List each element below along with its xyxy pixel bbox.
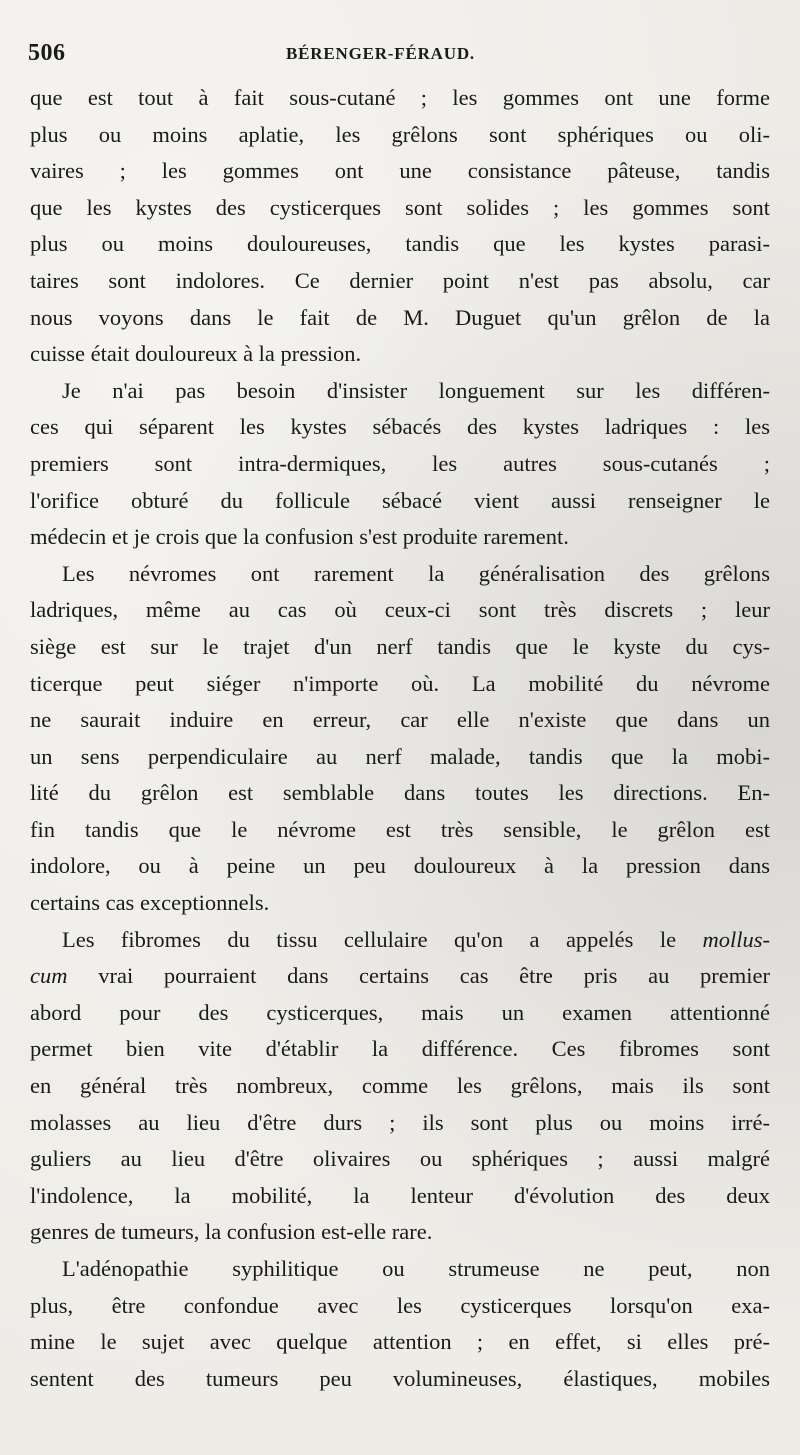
text-line: que est tout à fait sous-cutané ; les gommes ont une forme [30, 85, 770, 110]
italic-term: cum [30, 963, 68, 989]
text-line: l'orifice obturé du follicule sébacé vient aussi renseigner le [30, 487, 770, 513]
text-line: vaires ; les gommes ont une consistance pâteuse, tandis [30, 158, 770, 184]
text-line: plus ou moins aplatie, les grêlons sont sphériques ou oli- [30, 121, 770, 147]
text-line: plus, être confondue avec les cysticerques lorsqu'on exa- [30, 1292, 770, 1318]
running-head: BÉRENGER-FÉRAUD. [286, 44, 475, 63]
page-number: 506 [28, 40, 66, 66]
text-line: premiers sont intra-dermiques, les autres sous-cutanés ; [30, 450, 770, 476]
text-line: indolore, ou à peine un peu douloureux à la pression dans [30, 853, 770, 879]
text-line [30, 958, 770, 995]
text-line: ticerque peut siéger n'importe où. La mobilité du névrome [30, 670, 770, 696]
text-line: Je n'ai pas besoin d'insister longuement sur les différen- [62, 377, 770, 403]
page-header [28, 40, 770, 76]
paragraph-1 [30, 80, 770, 373]
text-line [30, 922, 770, 959]
paragraph-4 [30, 922, 770, 1251]
text-line: en général très nombreux, comme les grêlons, mais ils sont [30, 1073, 770, 1099]
text-line: siège est sur le trajet d'un nerf tandis que le kyste du cys- [30, 633, 770, 659]
text-line: cuisse était douloureux à la pression. [30, 341, 362, 367]
paragraph-5 [30, 1251, 770, 1397]
body-text [30, 80, 770, 1397]
text-line: ladriques, même au cas où ceux-ci sont très discrets ; leur [30, 597, 770, 623]
text-line: molasses au lieu d'être durs ; ils sont plus ou moins irré- [30, 1109, 770, 1135]
text-run: vrai pourraient dans certains cas être pris au premier [67, 963, 770, 989]
text-line: Les névromes ont rarement la généralisation des grêlons [62, 560, 770, 586]
text-line: guliers au lieu d'être olivaires ou sphériques ; aussi malgré [30, 1146, 770, 1172]
text-line: nous voyons dans le fait de M. Duguet qu'un grêlon de la [30, 304, 770, 330]
text-line: genres de tumeurs, la confusion est-elle rare. [30, 1219, 433, 1245]
text-line: médecin et je crois que la confusion s'est produite rarement. [30, 524, 569, 550]
text-line: permet bien vite d'établir la différence. Ces fibromes sont [30, 1036, 770, 1062]
text-line: L'adénopathie syphilitique ou strumeuse ne peut, non [62, 1256, 770, 1281]
text-line: sentent des tumeurs peu volumineuses, élastiques, mobiles [30, 1365, 770, 1391]
text-line: ces qui séparent les kystes sébacés des kystes ladriques : les [30, 414, 770, 440]
text-line: plus ou moins douloureuses, tandis que les kystes parasi- [30, 231, 770, 257]
text-line: fin tandis que le névrome est très sensible, le grêlon est [30, 816, 770, 842]
text-line: mine le sujet avec quelque attention ; en effet, si elles pré- [30, 1329, 770, 1355]
text-run: Les fibromes du tissu cellulaire qu'on a appelés le [62, 926, 703, 952]
text-line: abord pour des cysticerques, mais un examen attentionné [30, 999, 770, 1025]
text-line: taires sont indolores. Ce dernier point n'est pas absolu, car [30, 267, 770, 293]
paragraph-3 [30, 556, 770, 922]
text-line: un sens perpendiculaire au nerf malade, tandis que la mobi- [30, 743, 770, 769]
text-line: certains cas exceptionnels. [30, 890, 270, 916]
text-line: l'indolence, la mobilité, la lenteur d'évolution des deux [30, 1182, 770, 1208]
italic-term: mollus- [702, 926, 770, 952]
text-line: que les kystes des cysticerques sont solides ; les gommes sont [30, 194, 770, 220]
text-line: lité du grêlon est semblable dans toutes les directions. En- [30, 780, 770, 806]
text-line: ne saurait induire en erreur, car elle n'existe que dans un [30, 707, 770, 733]
paragraph-2 [30, 373, 770, 556]
